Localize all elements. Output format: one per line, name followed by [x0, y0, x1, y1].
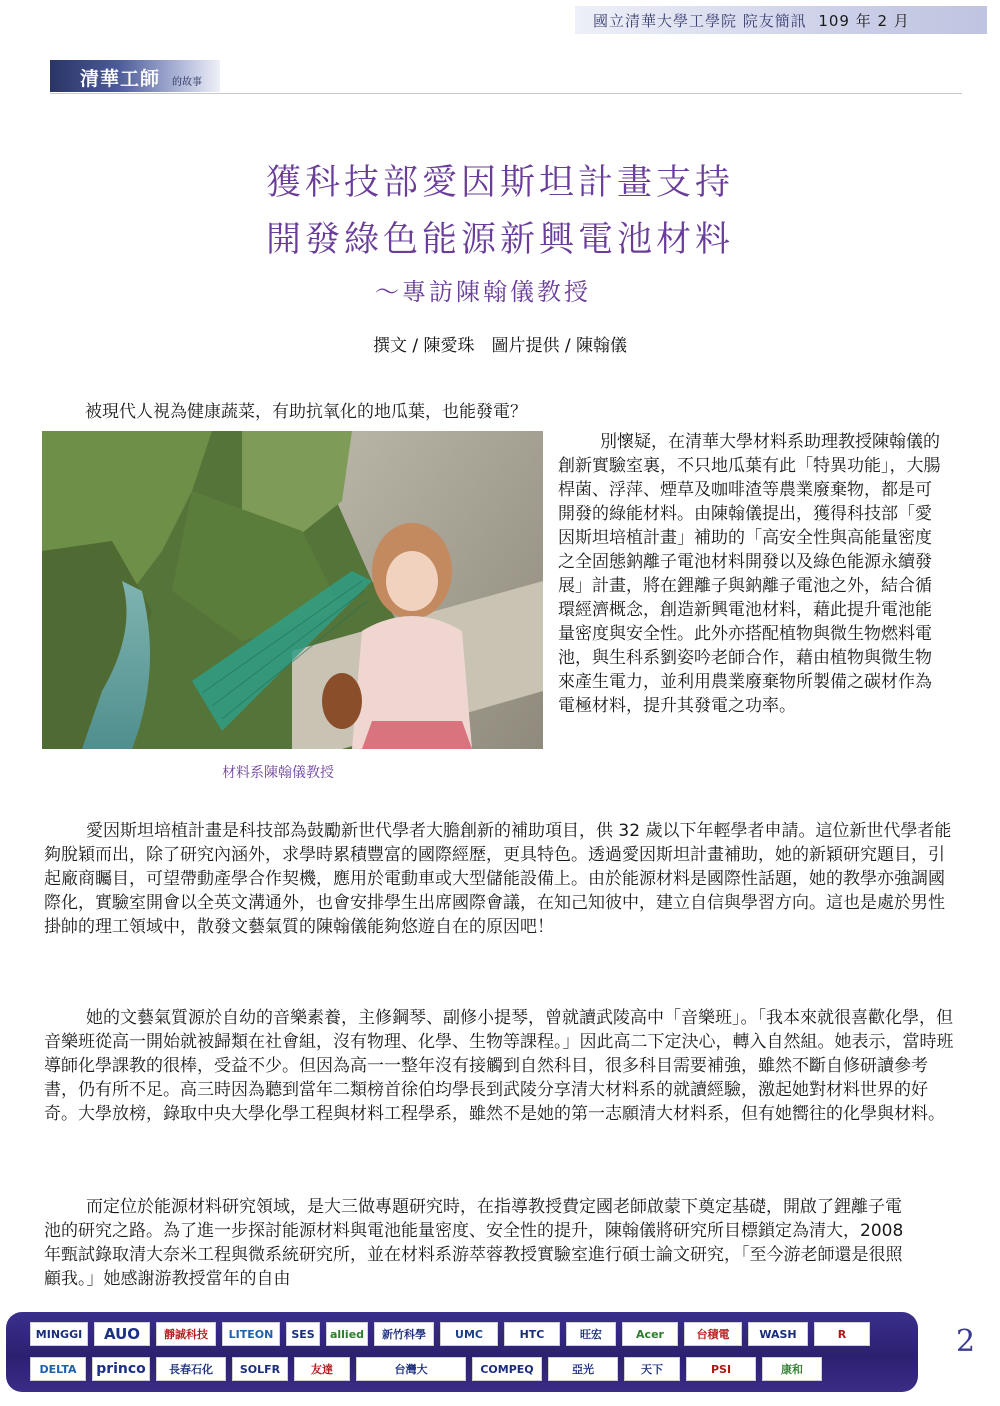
photo-caption: 材料系陳翰儀教授 [222, 765, 334, 781]
sponsor-row-2 [30, 1357, 900, 1381]
header-divider [50, 93, 962, 94]
body-paragraph-1: 別懷疑，在清華大學材料系助理教授陳翰儀的創新實驗室裏，不只地瓜葉有此「特異功能」，大腸桿菌、浮萍、煙草及咖啡渣等農業廢棄物，都是可開發的綠能材料。由陳翰儀提出，獲得科技部「愛因斯坦培植計畫」補助的「高安全性與高能量密度之全固態鈉離子電池材料開發以及綠色能源永續發展」計畫，將在鋰離子與鈉離子電池之外，結合循環經濟概念，創造新興電池材料，藉此提升電池能量密度與安全性。此外亦搭配植物與微生物燃料電池，與生科系劉姿吟老師合作，藉由植物與微生物來產生電力，並利用農業廢棄物所製備之碳材作為電極材料，提升其發電之功率。 [558, 432, 941, 716]
sponsor-logo: 靜誠科技 [156, 1322, 216, 1346]
body-paragraph-3: 她的文藝氣質源於自幼的音樂素養，主修鋼琴、副修小提琴，曾就讀武陵高中「音樂班」。「我本來就很喜歡化學，但音樂班從高一開始就被歸類在社會組，沒有物理、化學、生物等課程。」因此高二下定決心，轉入自然組。她表示，當時班導師化學課教的很棒，受益不少。但因為高一一整年沒有接觸到自然科目，很多科目需要補強，雖然不斷自修研讀參考書，仍有所不足。高三時因為聽到當年二類榜首徐伯均學長到武陵分享清大材料系的就讀經驗，激起她對材料世界的好奇。大學放榜，錄取中央大學化學工程與材料工程學系，雖然不是她的第一志願清大材料系，但有她嚮往的化學與材料。 [44, 1008, 954, 1124]
sponsor-logo: UMC [440, 1322, 498, 1346]
article-title-line1: 獲科技部愛因斯坦計畫支持 [265, 163, 734, 203]
article-subtitle: ～專訪陳翰儀教授 [375, 278, 591, 306]
sponsor-logo: PSI [686, 1357, 756, 1381]
sponsor-logo: WASH [748, 1322, 808, 1346]
sponsor-logo: 台灣大 [356, 1357, 466, 1381]
byline: 撰文 / 陳愛珠 圖片提供 / 陳翰儀 [372, 336, 628, 356]
photo-scene [42, 431, 543, 749]
sponsor-logo: Acer [622, 1322, 678, 1346]
sponsor-logo: princo [92, 1357, 150, 1381]
sponsor-logo: SOLFR [232, 1357, 288, 1381]
sponsor-logo: 康和 [762, 1357, 822, 1381]
sponsor-logo: 台積電 [684, 1322, 742, 1346]
article-title-line2: 開發綠色能源新興電池材料 [265, 220, 734, 260]
portrait-photo [42, 431, 543, 749]
sponsor-logo: 天下 [624, 1357, 680, 1381]
column-subtitle: 的故事 [172, 77, 202, 88]
sponsor-logo: R [814, 1322, 870, 1346]
body-paragraph-4: 而定位於能源材料研究領域，是大三做專題研究時，在指導教授費定國老師啟蒙下奠定基礎，開啟了鋰離子電池的研究之路。為了進一步探討能源材料與電池能量密度、安全性的提升，陳翰儀將研究所目標鎖定為清大，2008 年甄試錄取清大奈米工程與微系統研究所，並在材料系游萃蓉教授實驗室進行碩士論文研究，「至今游老師還是很照顧我。」她感謝游教授當年的自由 [44, 1197, 904, 1289]
issue-date: 109 年 2 月 [818, 12, 910, 30]
column-title: 清華工師 [80, 68, 161, 90]
publication-title: 國立清華大學工學院 院友簡訊 [593, 12, 807, 30]
sponsor-logo: 亞光 [548, 1357, 618, 1381]
publication-header [575, 6, 987, 34]
sponsor-logo: SES [286, 1322, 320, 1346]
page-number: 2 [956, 1324, 976, 1359]
body-paragraph-2: 愛因斯坦培植計畫是科技部為鼓勵新世代學者大膽創新的補助項目，供 32 歲以下年輕學者申請。這位新世代學者能夠脫穎而出，除了研究內涵外，求學時累積豐富的國際經歷，更具特色。透過愛因斯坦計畫補助，她的新穎研究題目，引起廠商矚目，可望帶動產學合作契機，應用於電動車或大型儲能設備上。由於能源材料是國際性話題，她的教學亦強調國際化，實驗室開會以全英文溝通外，也會安排學生出席國際會議，在知己知彼中，建立自信與學習方向。這也是處於男性掛帥的理工領域中，散發文藝氣質的陳翰儀能夠悠遊自在的原因吧！ [44, 821, 952, 937]
sponsor-logo: MINGGI [30, 1322, 88, 1346]
sponsor-logo: DELTA [30, 1357, 86, 1381]
sponsor-logo: HTC [504, 1322, 560, 1346]
sponsor-logo: 旺宏 [566, 1322, 616, 1346]
sponsor-logo: 長春石化 [156, 1357, 226, 1381]
publication-name [593, 10, 910, 31]
sponsor-row-1 [30, 1322, 900, 1346]
lead-sentence: 被現代人視為健康蔬菜，有助抗氧化的地瓜葉，也能發電？ [85, 402, 527, 422]
sponsor-logo: allied [326, 1322, 368, 1346]
sponsor-logo: 新竹科學 [374, 1322, 434, 1346]
sponsor-logo: 友達 [294, 1357, 350, 1381]
sponsor-logo: COMPEQ [472, 1357, 542, 1381]
sponsor-logo: LITEON [222, 1322, 280, 1346]
column-badge [50, 60, 220, 92]
sponsor-logo: AUO [94, 1322, 150, 1346]
